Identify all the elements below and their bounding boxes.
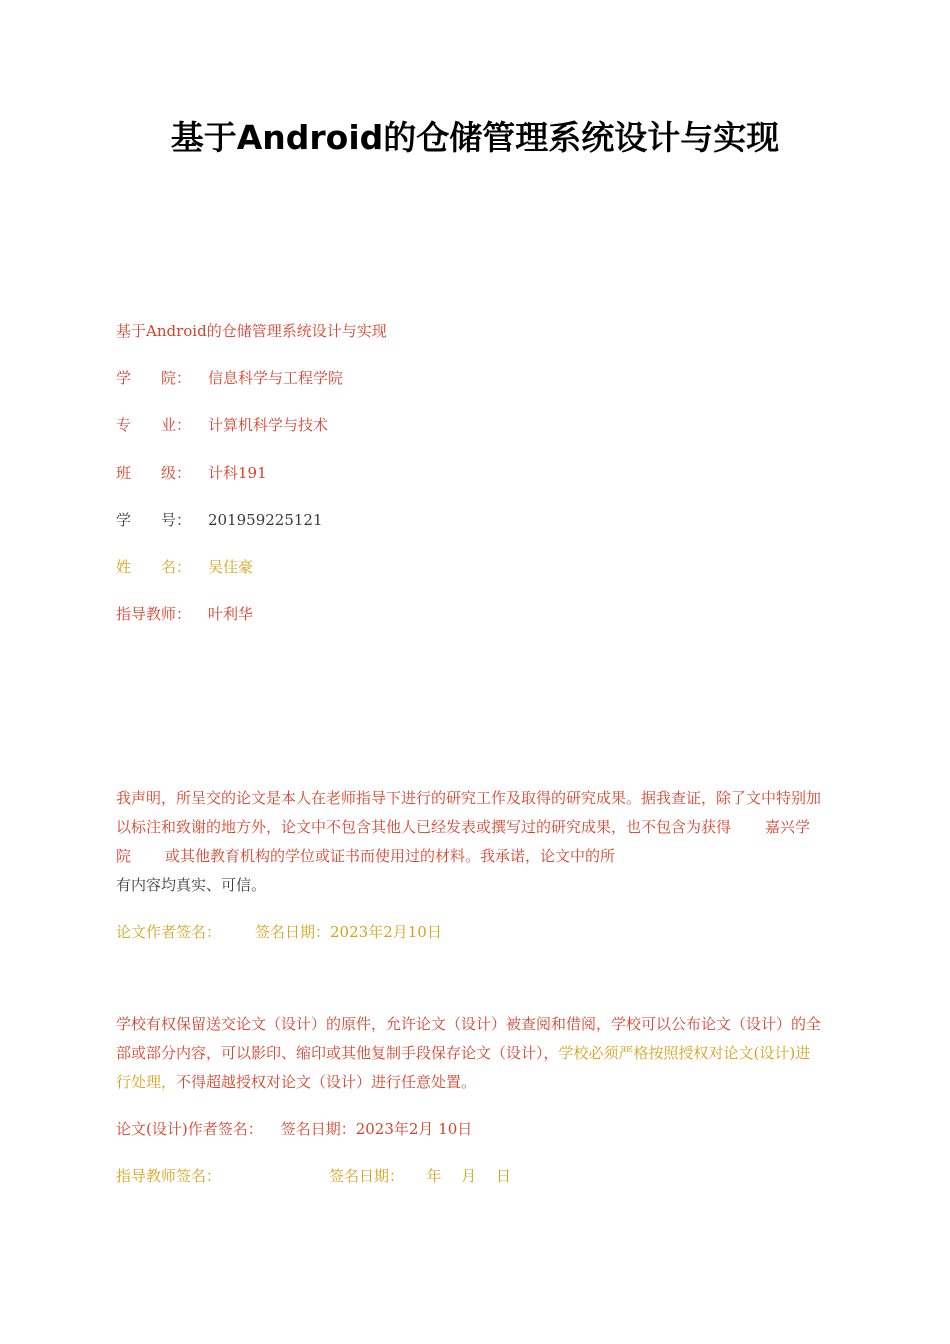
field-class [116, 463, 267, 483]
field-value: 信息科学与工程学院 [208, 369, 344, 387]
field-value: 叶利华 [208, 605, 254, 623]
declaration-text-1: 我声明，所呈交的论文是本人在老师指导下进行的研究工作及取得的研究成果。据我查证，除了文中特别加以标注和致谢的地方外，论文中不包含其他人已经发表或撰写过的研究成果，也不包含为获得 [116, 789, 822, 836]
signature-date: 签名日期：2023年2月10日 [255, 923, 442, 941]
field-label: 学 号： [116, 511, 192, 529]
field-value: 计算机科学与技术 [208, 416, 329, 434]
field-value: 201959225121 [208, 511, 323, 529]
authorization-text-3: 不得超越授权对论文（设计）进行任意处置。 [176, 1073, 477, 1091]
author-signature-line [116, 922, 442, 942]
field-advisor [116, 604, 253, 624]
declaration-text-3: 有内容均真实、可信。 [116, 876, 267, 894]
authorization-text-2: 学校必须严格按照授权对论文(设计)进行处理， [116, 1044, 811, 1091]
field-label: 班 级： [116, 464, 192, 482]
declaration-paragraph [116, 784, 821, 900]
school-name: 嘉兴学院 [116, 818, 811, 865]
declaration-text-2: 或其他教育机构的学位或证书而使用过的材料。我承诺，论文中的所 [165, 847, 616, 865]
document-title: 基于Android的仓储管理系统设计与实现 [170, 118, 780, 157]
signature-label: 论文(设计)作者签名： [116, 1120, 263, 1138]
field-label: 指导教师： [116, 605, 192, 623]
thesis-author-signature-line [116, 1119, 472, 1139]
field-label: 姓 名： [116, 558, 192, 576]
field-label: 学 院： [116, 369, 192, 387]
advisor-signature-line [116, 1166, 511, 1186]
field-college [116, 368, 343, 388]
signature-date: 签名日期：2023年2月 10日 [280, 1120, 473, 1138]
signature-label: 指导教师签名： [116, 1167, 222, 1185]
field-major [116, 415, 328, 435]
field-label: 专 业： [116, 416, 192, 434]
field-value: 计科191 [208, 464, 267, 482]
field-student-id [116, 510, 323, 530]
field-name [116, 557, 253, 577]
authorization-paragraph [116, 1010, 821, 1097]
signature-date: 签名日期： 年 月 日 [329, 1167, 512, 1185]
field-value: 吴佳豪 [208, 558, 254, 576]
thesis-subtitle: 基于Android的仓储管理系统设计与实现 [116, 322, 387, 340]
signature-label: 论文作者签名： [116, 923, 222, 941]
authorization-text-1: 学校有权保留送交论文（设计）的原件，允许论文（设计）被查阅和借阅，学校可以公布论文（设计）的全部或部分内容，可以影印、缩印或其他复制手段保存论文（设计）， [116, 1015, 822, 1062]
